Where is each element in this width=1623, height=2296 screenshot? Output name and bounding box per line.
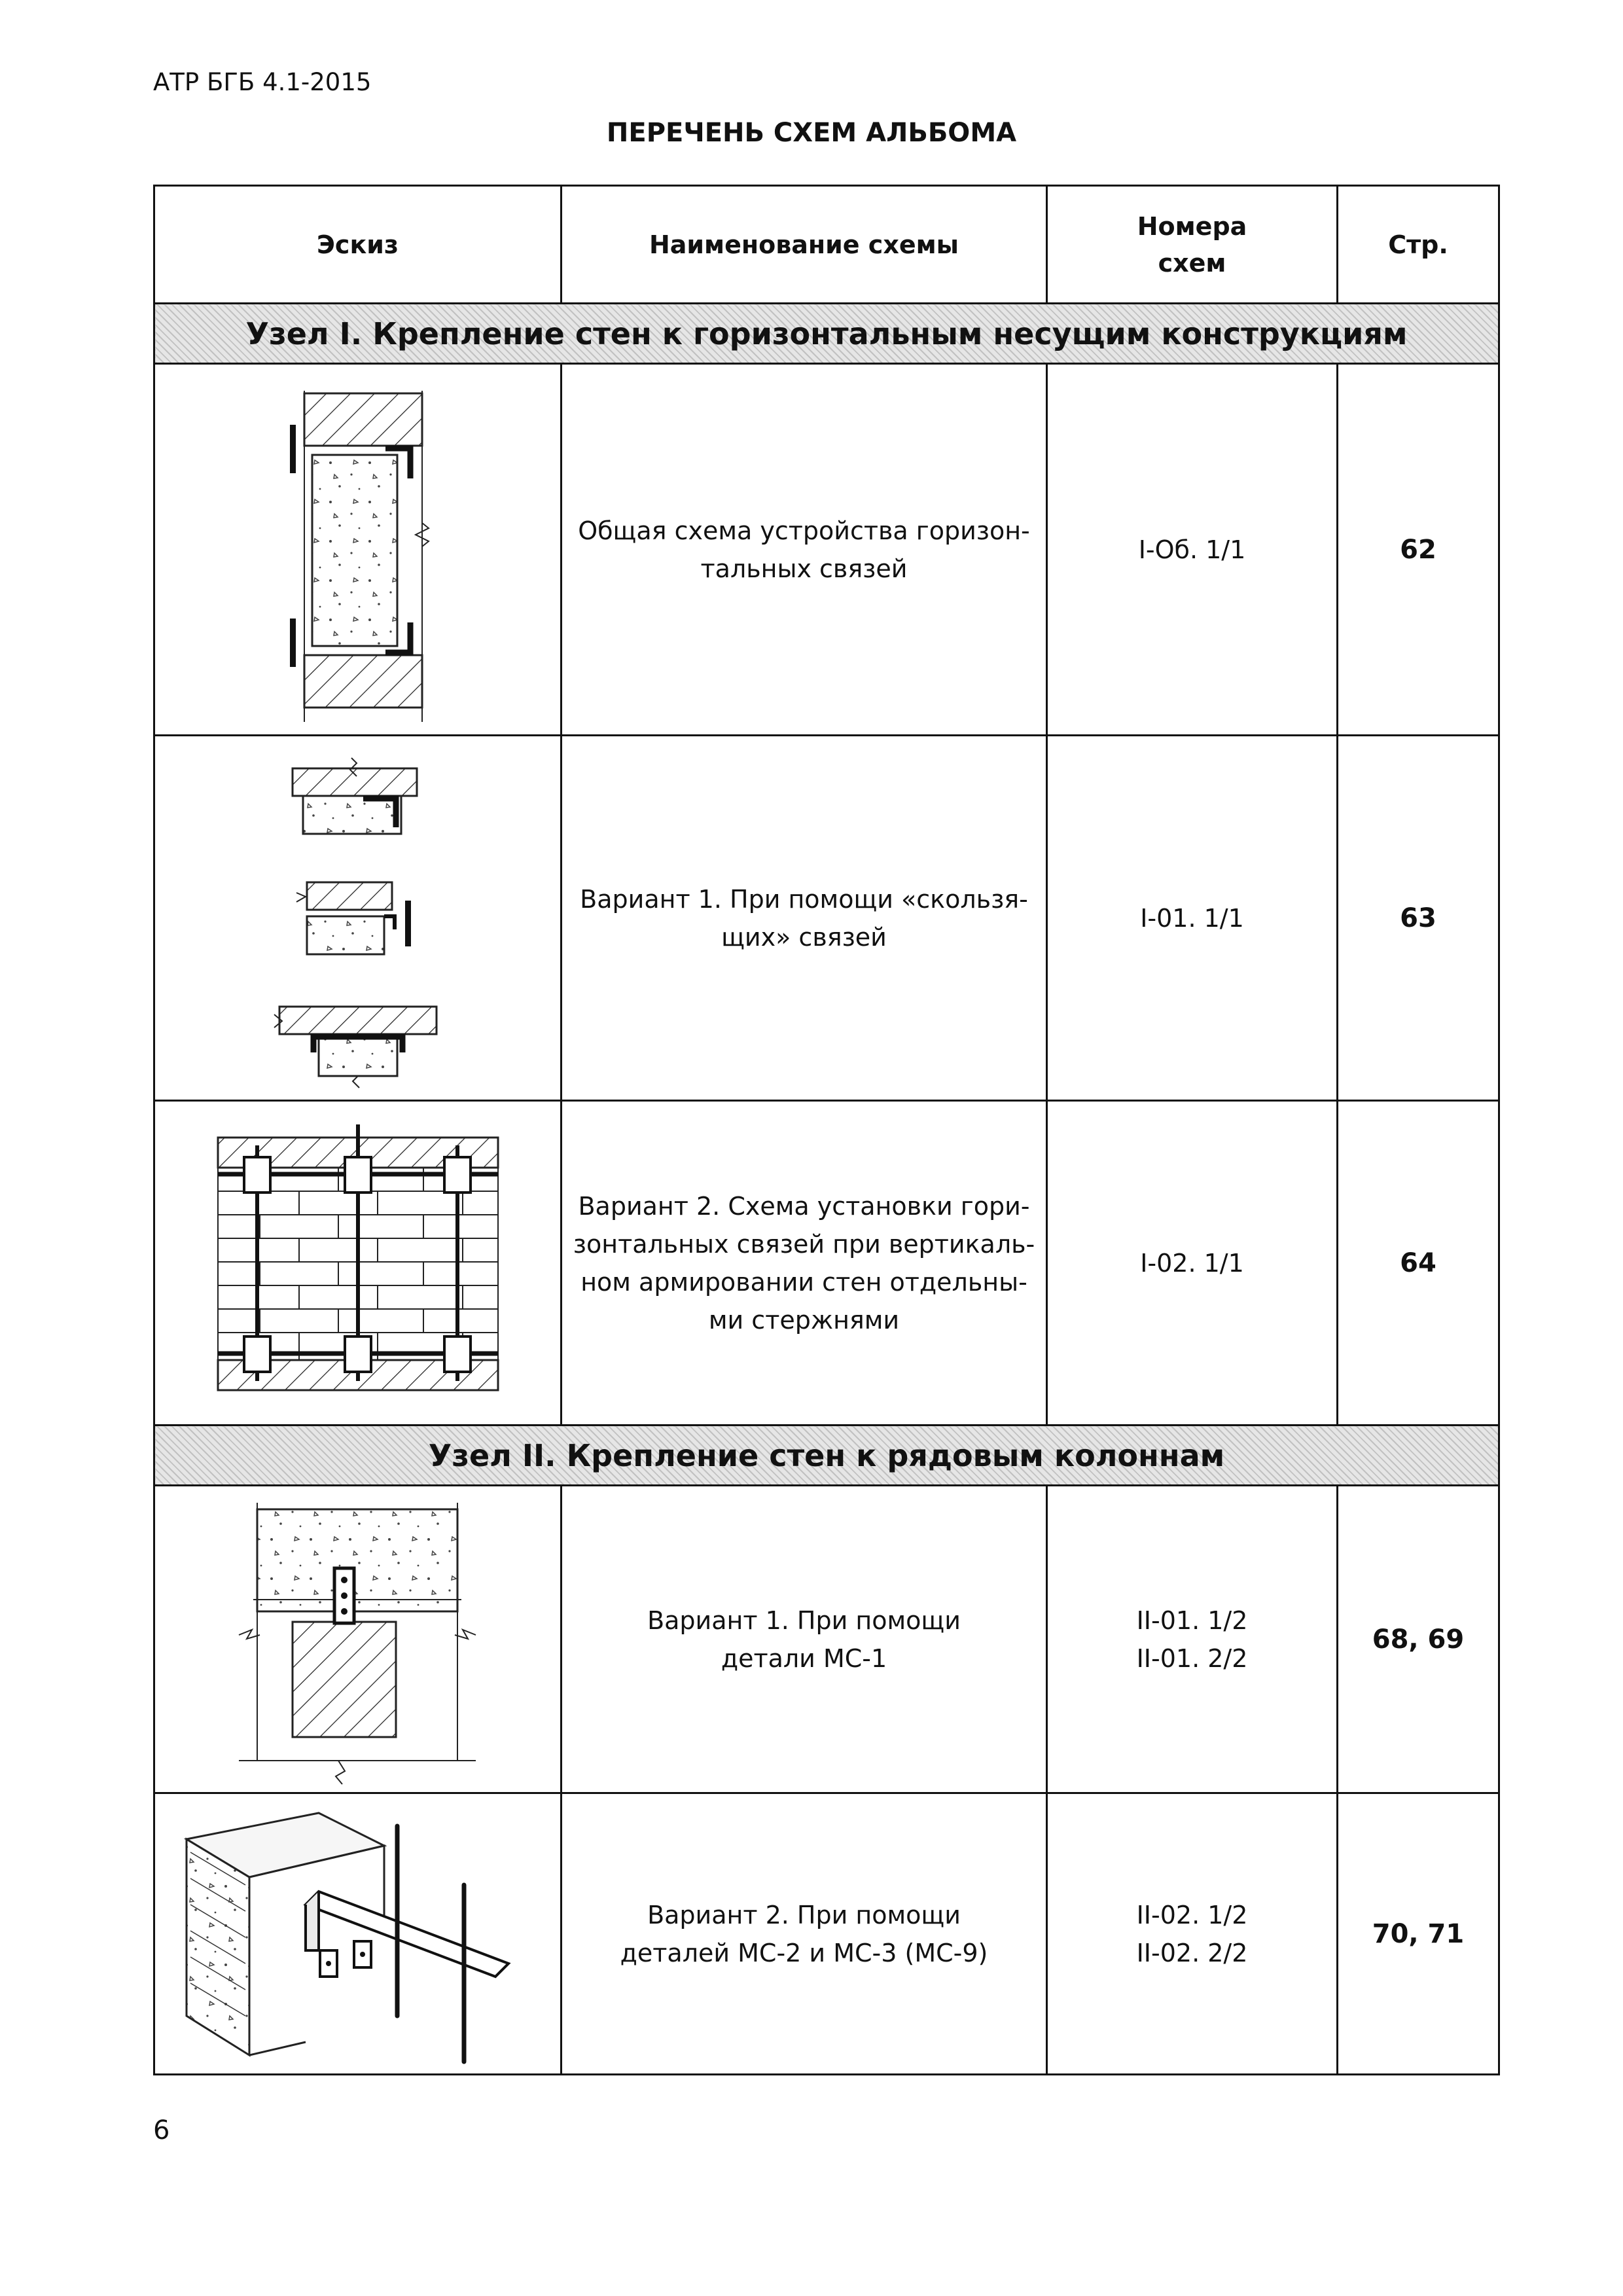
scheme-name-line: Вариант 1. При помощи <box>647 1605 961 1635</box>
scheme-name-line: ном армировании стен отдельны- <box>580 1267 1027 1297</box>
column-header-numbers <box>1047 186 1338 304</box>
scheme-number: II-02. 2/2 <box>1136 1938 1248 1967</box>
scheme-name-line: зонтальных связей при вертикаль- <box>573 1229 1035 1259</box>
scheme-number-cell <box>1047 364 1338 736</box>
scheme-number: I-02. 1/1 <box>1140 1248 1244 1278</box>
column-header-numbers-line: Номера <box>1137 211 1247 241</box>
scheme-number: I-Об. 1/1 <box>1138 535 1246 564</box>
scheme-name-cell <box>562 1101 1047 1426</box>
section-row-1 <box>154 304 1499 364</box>
document-code: АТР БГБ 4.1-2015 <box>153 68 372 96</box>
scheme-name-line: ми стержнями <box>708 1305 900 1335</box>
table-header-row <box>154 186 1499 304</box>
scheme-number-cell <box>1047 1101 1338 1426</box>
sketch-cell <box>154 1101 562 1426</box>
section-title: Узел I. Крепление стен к горизонтальным несущим конструкциям <box>154 304 1499 364</box>
page-number-cell: 63 <box>1338 736 1499 1101</box>
section-row-2 <box>154 1426 1499 1486</box>
column-bracket-3d-sketch-icon <box>181 1800 535 2068</box>
column-header-sketch: Эскиз <box>154 186 562 304</box>
vertical-reinforcement-sketch-icon <box>207 1106 508 1420</box>
sketch-cell <box>154 364 562 736</box>
table-row <box>154 364 1499 736</box>
scheme-number: I-01. 1/1 <box>1140 903 1244 933</box>
scheme-name-line: детали МС-1 <box>721 1643 887 1673</box>
scheme-name-line: Вариант 2. При помощи <box>647 1900 961 1929</box>
scheme-name-line: тальных связей <box>700 554 908 583</box>
sketch-cell <box>154 1793 562 2075</box>
scheme-number-cell <box>1047 1486 1338 1793</box>
section-title: Узел II. Крепление стен к рядовым колоннам <box>154 1426 1499 1486</box>
scheme-name-cell <box>562 364 1047 736</box>
column-header-name: Наименование схемы <box>562 186 1047 304</box>
table-row <box>154 1793 1499 2075</box>
column-header-page: Стр. <box>1338 186 1499 304</box>
scheme-number: II-02. 1/2 <box>1136 1900 1248 1929</box>
page-title: ПЕРЕЧЕНЬ СХЕМ АЛЬБОМА <box>606 118 1017 148</box>
scheme-name-line: Вариант 2. Схема установки гори- <box>578 1191 1030 1221</box>
page-number-cell: 64 <box>1338 1101 1499 1426</box>
scheme-number-cell <box>1047 1793 1338 2075</box>
scheme-number-cell <box>1047 736 1338 1101</box>
scheme-number: II-01. 2/2 <box>1136 1643 1248 1673</box>
scheme-name-cell <box>562 1793 1047 2075</box>
scheme-name-cell <box>562 1486 1047 1793</box>
column-header-numbers-line: схем <box>1158 248 1226 278</box>
page-number-cell: 62 <box>1338 364 1499 736</box>
scheme-number: II-01. 1/2 <box>1136 1605 1248 1635</box>
column-plan-sketch-icon <box>227 1492 489 1787</box>
page-number-cell: 68, 69 <box>1338 1486 1499 1793</box>
sketch-cell <box>154 1486 562 1793</box>
scheme-name-line: Вариант 1. При помощи «скользя- <box>580 884 1028 914</box>
wall-section-sketch-icon <box>247 376 469 723</box>
sliding-ties-sketch-icon <box>260 745 456 1092</box>
table-row <box>154 736 1499 1101</box>
scheme-name-line: Общая схема устройства горизон- <box>578 516 1030 545</box>
table-row <box>154 1486 1499 1793</box>
scheme-name-line: щих» связей <box>721 922 887 952</box>
page-footer-number: 6 <box>153 2115 170 2145</box>
page-number-cell: 70, 71 <box>1338 1793 1499 2075</box>
schemes-table <box>153 185 1500 2075</box>
table-row <box>154 1101 1499 1426</box>
scheme-name-cell <box>562 736 1047 1101</box>
sketch-cell <box>154 736 562 1101</box>
scheme-name-line: деталей МС-2 и МС-3 (МС-9) <box>620 1938 988 1967</box>
